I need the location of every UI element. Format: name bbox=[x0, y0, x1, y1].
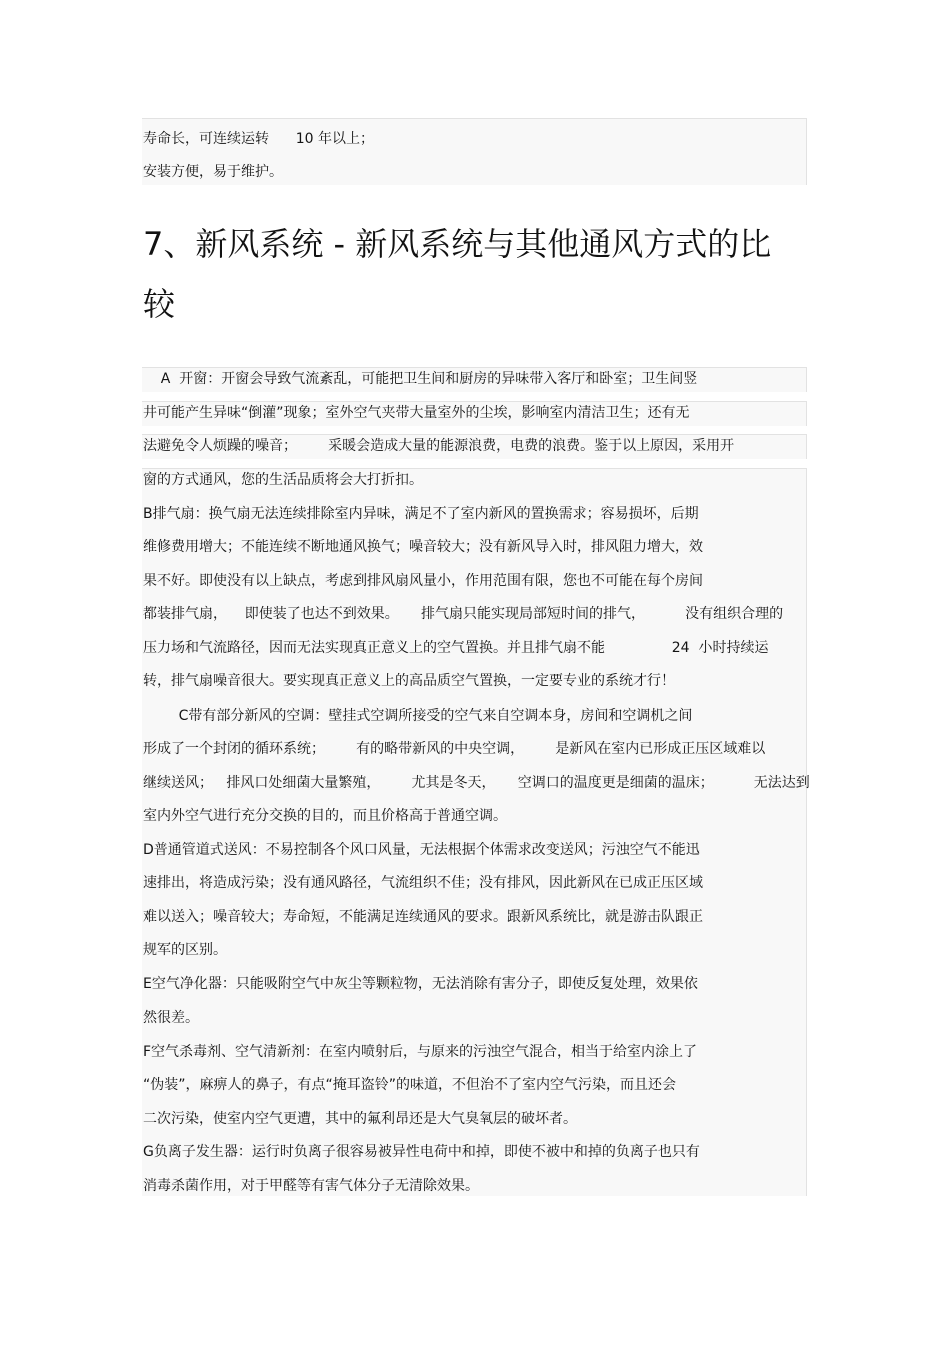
paragraph-line: 速排出，将造成污染；没有通风路径，气流组织不佳；没有排风，因此新风在已成正压区域 bbox=[143, 875, 703, 891]
paragraph-line: 难以送入；噪音较大；寿命短，不能满足连续通风的要求。跟新风系统比，就是游击队跟正 bbox=[143, 909, 703, 925]
paragraph-line: 规军的区别。 bbox=[143, 942, 227, 958]
paragraph-line: 形成了一个封闭的循环系统； 有的略带新风的中央空调， 是新风在室内已形成正压区域难以 bbox=[143, 741, 766, 757]
paragraph-line: 果不好。即使没有以上缺点，考虑到排风扇风量小，作用范围有限，您也不可能在每个房间 bbox=[143, 573, 703, 589]
paragraph-line: 井可能产生异味“倒灌”现象；室外空气夹带大量室外的尘埃，影响室内清洁卫生；还有无 bbox=[143, 405, 690, 421]
paragraph-line: G负离子发生器：运行时负离子很容易被异性电荷中和掉，即使不被中和掉的负离子也只有 bbox=[143, 1144, 700, 1160]
paragraph-line: D普通管道式送风：不易控制各个风口风量，无法根据个体需求改变送风；污浊空气不能迅 bbox=[143, 842, 700, 858]
paragraph-line: 压力场和气流路径，因而无法实现真正意义上的空气置换。并且排气扇不能 24 小时持续运 bbox=[143, 640, 769, 656]
section-heading-line-2: 较 bbox=[143, 285, 176, 323]
paragraph-line: 安装方便，易于维护。 bbox=[143, 164, 283, 180]
paragraph-line: 维修费用增大；不能连续不断地通风换气；噪音较大；没有新风导入时，排风阻力增大，效 bbox=[143, 539, 703, 555]
paragraph-line: 转，排气扇噪音很大。要实现真正意义上的高品质空气置换，一定要专业的系统才行！ bbox=[143, 673, 675, 689]
paragraph-line: F空气杀毒剂、空气清新剂：在室内喷射后，与原来的污浊空气混合，相当于给室内涂上了 bbox=[143, 1044, 698, 1060]
paragraph-line: “伪装”，麻痹人的鼻子，有点“掩耳盗铃”的味道，不但治不了室内空气污染，而且还会 bbox=[143, 1077, 677, 1093]
paragraph-line: 法避免令人烦躁的噪音； 采暖会造成大量的能源浪费，电费的浪费。鉴于以上原因，采用开 bbox=[143, 438, 735, 454]
paragraph-line: C带有部分新风的空调：壁挂式空调所接受的空气来自空调本身，房间和空调机之间 bbox=[143, 708, 693, 724]
paragraph-line: 继续送风； 排风口处细菌大量繁殖， 尤其是冬天， 空调口的温度更是细菌的温床； 无法达到 bbox=[143, 775, 810, 791]
paragraph-line: 寿命长，可连续运转 10 年以上； bbox=[143, 131, 374, 147]
paragraph-line: 消毒杀菌作用，对于甲醛等有害气体分子无清除效果。 bbox=[143, 1178, 479, 1194]
section-heading-line-1: 7、新风系统 - 新风系统与其他通风方式的比 bbox=[143, 225, 772, 263]
paragraph-line: B排气扇：换气扇无法连续排除室内异味，满足不了室内新风的置换需求；容易损坏，后期 bbox=[143, 506, 699, 522]
paragraph-line: E空气净化器：只能吸附空气中灰尘等颗粒物，无法消除有害分子，即使反复处理，效果依 bbox=[143, 976, 698, 992]
paragraph-line: 室内外空气进行充分交换的目的，而且价格高于普通空调。 bbox=[143, 808, 507, 824]
paragraph-line: 然很差。 bbox=[143, 1010, 199, 1026]
paragraph-line: 窗的方式通风，您的生活品质将会大打折扣。 bbox=[143, 472, 423, 488]
paragraph-line: A 开窗：开窗会导致气流紊乱，可能把卫生间和厨房的异味带入客厅和卧室；卫生间竖 bbox=[143, 371, 698, 387]
paragraph-line: 二次污染，使室内空气更遭，其中的氟利昂还是大气臭氧层的破坏者。 bbox=[143, 1111, 577, 1127]
paragraph-line: 都装排气扇， 即使装了也达不到效果。 排气扇只能实现局部短时间的排气， 没有组织合理的 bbox=[143, 606, 784, 622]
